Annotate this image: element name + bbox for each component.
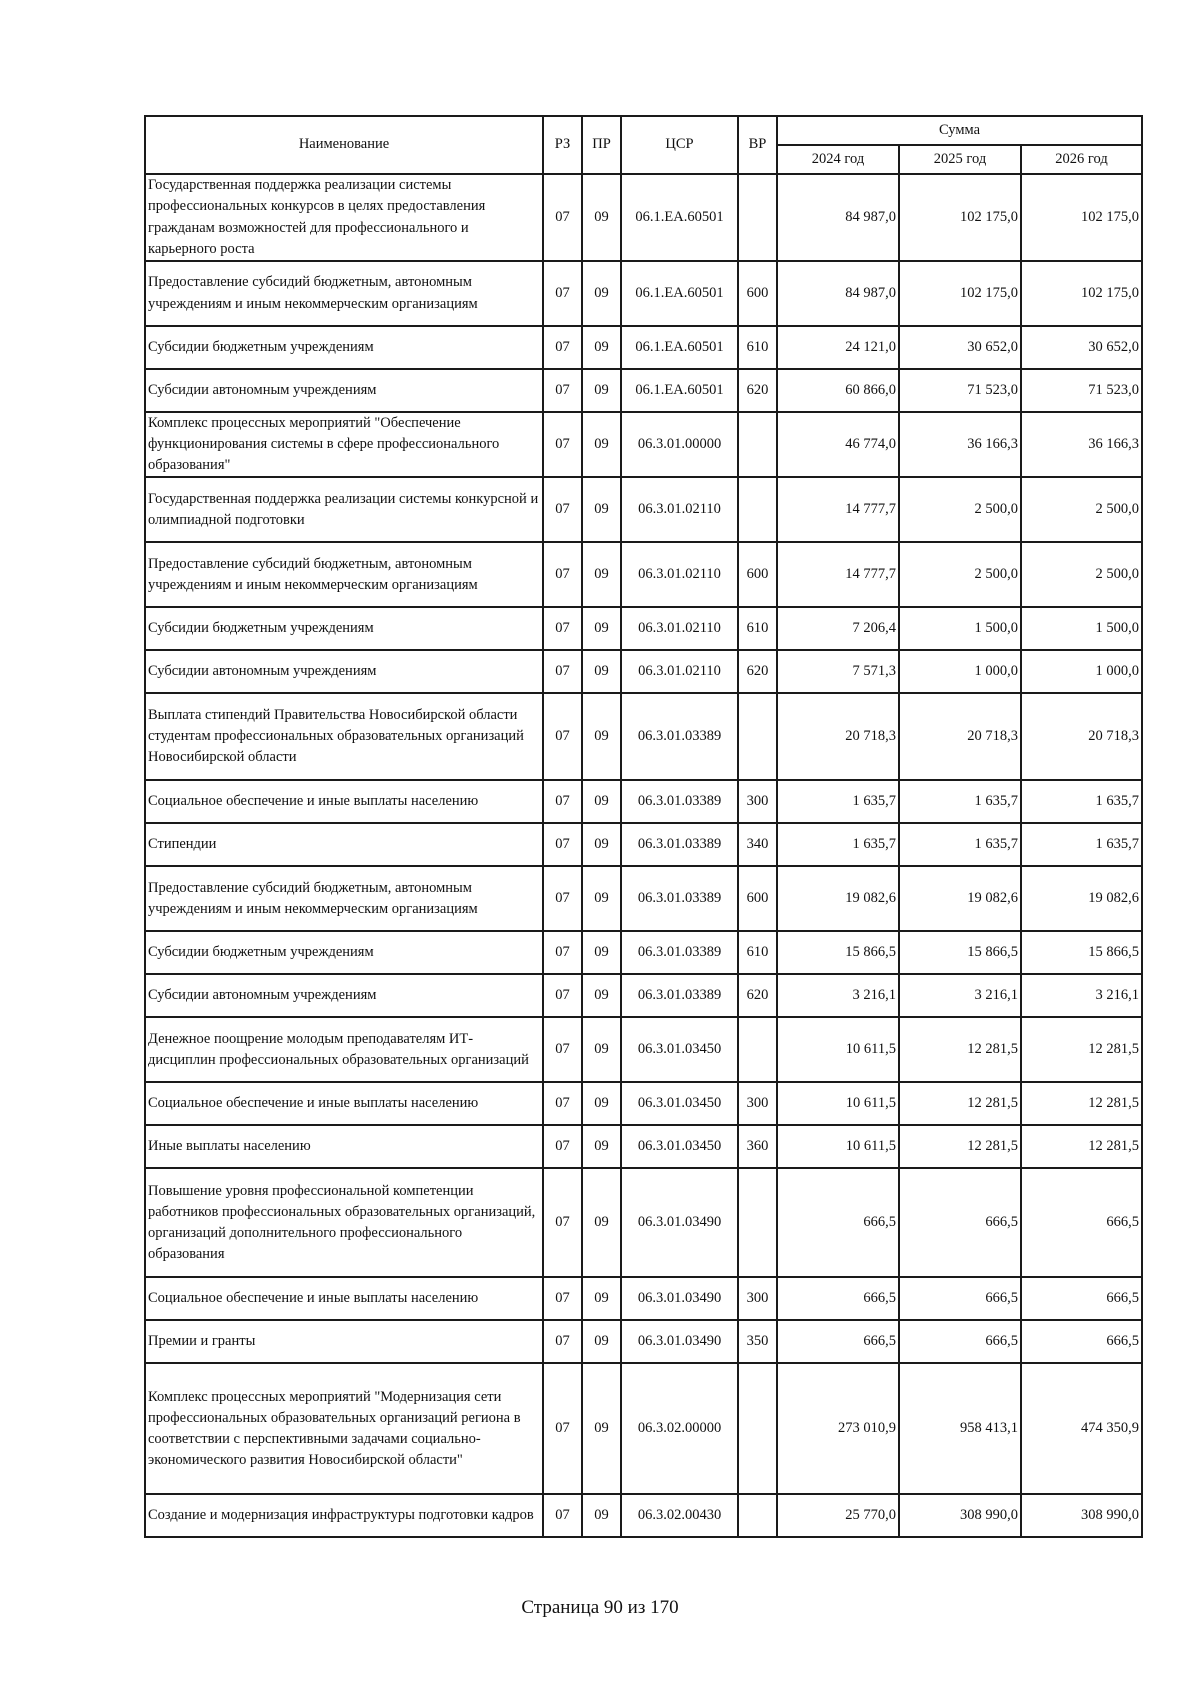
- row-rz: 07: [543, 1125, 582, 1168]
- row-name: Иные выплаты населению: [145, 1125, 543, 1168]
- row-sum-2026: 15 866,5: [1021, 931, 1142, 974]
- row-sum-2024: 46 774,0: [777, 412, 899, 477]
- row-sum-2026: 666,5: [1021, 1320, 1142, 1363]
- row-rz: 07: [543, 866, 582, 931]
- table-row: [145, 1320, 1142, 1363]
- row-name: Субсидии автономным учреждениям: [145, 369, 543, 412]
- table-row: [145, 1017, 1142, 1082]
- row-pr: 09: [582, 1320, 621, 1363]
- row-sum-2026: 30 652,0: [1021, 326, 1142, 369]
- row-vr: [738, 693, 777, 780]
- row-pr: 09: [582, 931, 621, 974]
- row-sum-2024: 666,5: [777, 1277, 899, 1320]
- row-csr: 06.3.01.03450: [621, 1125, 738, 1168]
- header-name: Наименование: [145, 116, 543, 174]
- row-name: Стипендии: [145, 823, 543, 866]
- row-sum-2024: 3 216,1: [777, 974, 899, 1017]
- row-name: Субсидии бюджетным учреждениям: [145, 931, 543, 974]
- row-sum-2026: 1 000,0: [1021, 650, 1142, 693]
- header-rz: РЗ: [543, 116, 582, 174]
- row-rz: 07: [543, 1017, 582, 1082]
- table-row: [145, 607, 1142, 650]
- row-rz: 07: [543, 1494, 582, 1537]
- row-sum-2025: 12 281,5: [899, 1082, 1021, 1125]
- row-rz: 07: [543, 693, 582, 780]
- row-sum-2024: 666,5: [777, 1320, 899, 1363]
- row-name: Субсидии автономным учреждениям: [145, 974, 543, 1017]
- row-vr: 600: [738, 542, 777, 607]
- row-sum-2025: 2 500,0: [899, 542, 1021, 607]
- row-pr: 09: [582, 174, 621, 261]
- row-rz: 07: [543, 542, 582, 607]
- row-vr: 610: [738, 607, 777, 650]
- row-rz: 07: [543, 607, 582, 650]
- row-sum-2025: 1 635,7: [899, 823, 1021, 866]
- row-sum-2025: 666,5: [899, 1320, 1021, 1363]
- table-row: [145, 931, 1142, 974]
- row-csr: 06.3.01.03389: [621, 693, 738, 780]
- header-csr: ЦСР: [621, 116, 738, 174]
- row-sum-2026: 20 718,3: [1021, 693, 1142, 780]
- row-rz: 07: [543, 326, 582, 369]
- row-csr: 06.1.ЕА.60501: [621, 174, 738, 261]
- row-pr: 09: [582, 823, 621, 866]
- row-sum-2025: 3 216,1: [899, 974, 1021, 1017]
- table-row: [145, 412, 1142, 477]
- table-row: [145, 1494, 1142, 1537]
- row-sum-2026: 71 523,0: [1021, 369, 1142, 412]
- row-sum-2026: 2 500,0: [1021, 542, 1142, 607]
- row-name: Комплекс процессных мероприятий "Модернизация сети профессиональных образовательных организаций региона в соответствии с перспективными задачами социально-экономического развития Новосибирской области": [145, 1363, 543, 1494]
- table-row: [145, 174, 1142, 261]
- row-rz: 07: [543, 1320, 582, 1363]
- row-name: Социальное обеспечение и иные выплаты населению: [145, 1082, 543, 1125]
- row-vr: [738, 477, 777, 542]
- row-vr: [738, 1168, 777, 1277]
- row-vr: 300: [738, 780, 777, 823]
- row-sum-2024: 20 718,3: [777, 693, 899, 780]
- row-sum-2024: 25 770,0: [777, 1494, 899, 1537]
- row-csr: 06.3.01.02110: [621, 477, 738, 542]
- row-pr: 09: [582, 607, 621, 650]
- row-sum-2025: 71 523,0: [899, 369, 1021, 412]
- row-sum-2024: 1 635,7: [777, 780, 899, 823]
- row-sum-2025: 20 718,3: [899, 693, 1021, 780]
- row-rz: 07: [543, 974, 582, 1017]
- row-sum-2025: 12 281,5: [899, 1017, 1021, 1082]
- row-pr: 09: [582, 261, 621, 326]
- row-rz: 07: [543, 1168, 582, 1277]
- row-csr: 06.3.02.00000: [621, 1363, 738, 1494]
- row-sum-2024: 273 010,9: [777, 1363, 899, 1494]
- row-sum-2026: 1 500,0: [1021, 607, 1142, 650]
- row-sum-2024: 1 635,7: [777, 823, 899, 866]
- row-sum-2024: 14 777,7: [777, 477, 899, 542]
- row-pr: 09: [582, 542, 621, 607]
- row-csr: 06.1.ЕА.60501: [621, 326, 738, 369]
- row-pr: 09: [582, 1168, 621, 1277]
- row-name: Премии и гранты: [145, 1320, 543, 1363]
- row-rz: 07: [543, 650, 582, 693]
- row-rz: 07: [543, 261, 582, 326]
- row-sum-2024: 15 866,5: [777, 931, 899, 974]
- row-sum-2024: 666,5: [777, 1168, 899, 1277]
- row-name: Социальное обеспечение и иные выплаты населению: [145, 1277, 543, 1320]
- row-name: Создание и модернизация инфраструктуры подготовки кадров: [145, 1494, 543, 1537]
- row-rz: 07: [543, 1363, 582, 1494]
- row-name: Социальное обеспечение и иные выплаты населению: [145, 780, 543, 823]
- row-vr: 620: [738, 369, 777, 412]
- row-pr: 09: [582, 780, 621, 823]
- row-sum-2026: 2 500,0: [1021, 477, 1142, 542]
- row-csr: 06.3.01.03389: [621, 866, 738, 931]
- row-pr: 09: [582, 412, 621, 477]
- row-rz: 07: [543, 780, 582, 823]
- table-row: [145, 1125, 1142, 1168]
- row-vr: 300: [738, 1082, 777, 1125]
- row-sum-2024: 24 121,0: [777, 326, 899, 369]
- row-name: Субсидии бюджетным учреждениям: [145, 607, 543, 650]
- row-sum-2025: 102 175,0: [899, 261, 1021, 326]
- header-pr: ПР: [582, 116, 621, 174]
- row-vr: 300: [738, 1277, 777, 1320]
- row-sum-2025: 666,5: [899, 1168, 1021, 1277]
- row-sum-2026: 474 350,9: [1021, 1363, 1142, 1494]
- row-sum-2026: 12 281,5: [1021, 1125, 1142, 1168]
- row-sum-2026: 1 635,7: [1021, 780, 1142, 823]
- row-sum-2026: 12 281,5: [1021, 1017, 1142, 1082]
- row-vr: 610: [738, 326, 777, 369]
- row-vr: [738, 412, 777, 477]
- row-csr: 06.1.ЕА.60501: [621, 261, 738, 326]
- table-row: [145, 261, 1142, 326]
- row-vr: [738, 174, 777, 261]
- row-vr: [738, 1017, 777, 1082]
- row-pr: 09: [582, 650, 621, 693]
- row-pr: 09: [582, 1125, 621, 1168]
- row-csr: 06.3.01.03490: [621, 1320, 738, 1363]
- row-rz: 07: [543, 412, 582, 477]
- row-rz: 07: [543, 1082, 582, 1125]
- row-vr: [738, 1494, 777, 1537]
- row-name: Комплекс процессных мероприятий "Обеспечение функционирования системы в сфере профессионального образования": [145, 412, 543, 477]
- row-name: Предоставление субсидий бюджетным, автономным учреждениям и иным некоммерческим организациям: [145, 866, 543, 931]
- row-sum-2024: 84 987,0: [777, 174, 899, 261]
- row-sum-2025: 1 000,0: [899, 650, 1021, 693]
- row-vr: 600: [738, 261, 777, 326]
- row-sum-2024: 10 611,5: [777, 1082, 899, 1125]
- row-name: Предоставление субсидий бюджетным, автономным учреждениям и иным некоммерческим организациям: [145, 542, 543, 607]
- row-vr: 620: [738, 650, 777, 693]
- row-csr: 06.3.01.03389: [621, 974, 738, 1017]
- row-rz: 07: [543, 931, 582, 974]
- row-sum-2025: 30 652,0: [899, 326, 1021, 369]
- row-sum-2026: 102 175,0: [1021, 261, 1142, 326]
- table-row: [145, 326, 1142, 369]
- row-pr: 09: [582, 326, 621, 369]
- row-sum-2024: 84 987,0: [777, 261, 899, 326]
- row-sum-2026: 36 166,3: [1021, 412, 1142, 477]
- row-pr: 09: [582, 1363, 621, 1494]
- table-row: [145, 1363, 1142, 1494]
- row-rz: 07: [543, 477, 582, 542]
- row-sum-2025: 15 866,5: [899, 931, 1021, 974]
- row-sum-2024: 7 206,4: [777, 607, 899, 650]
- row-sum-2024: 19 082,6: [777, 866, 899, 931]
- row-pr: 09: [582, 1494, 621, 1537]
- table-row: [145, 1168, 1142, 1277]
- row-sum-2025: 958 413,1: [899, 1363, 1021, 1494]
- row-rz: 07: [543, 1277, 582, 1320]
- table-row: [145, 780, 1142, 823]
- row-sum-2025: 2 500,0: [899, 477, 1021, 542]
- row-name: Денежное поощрение молодым преподавателям ИТ-дисциплин профессиональных образовательных организаций: [145, 1017, 543, 1082]
- row-sum-2025: 36 166,3: [899, 412, 1021, 477]
- row-vr: 600: [738, 866, 777, 931]
- row-sum-2025: 308 990,0: [899, 1494, 1021, 1537]
- table-header: [145, 116, 1142, 174]
- table-row: [145, 866, 1142, 931]
- row-name: Выплата стипендий Правительства Новосибирской области студентам профессиональных образовательных организаций Новосибирской области: [145, 693, 543, 780]
- row-vr: 610: [738, 931, 777, 974]
- header-year-2026: 2026 год: [1021, 145, 1142, 174]
- row-sum-2024: 10 611,5: [777, 1125, 899, 1168]
- row-sum-2026: 666,5: [1021, 1277, 1142, 1320]
- row-sum-2026: 12 281,5: [1021, 1082, 1142, 1125]
- row-sum-2025: 102 175,0: [899, 174, 1021, 261]
- row-pr: 09: [582, 1277, 621, 1320]
- row-csr: 06.3.01.03389: [621, 931, 738, 974]
- row-csr: 06.3.01.03490: [621, 1168, 738, 1277]
- table-row: [145, 693, 1142, 780]
- row-vr: 350: [738, 1320, 777, 1363]
- row-name: Субсидии бюджетным учреждениям: [145, 326, 543, 369]
- row-pr: 09: [582, 1017, 621, 1082]
- header-sum: Сумма: [777, 116, 1142, 145]
- row-pr: 09: [582, 974, 621, 1017]
- table-row: [145, 1082, 1142, 1125]
- row-vr: 620: [738, 974, 777, 1017]
- header-year-2025: 2025 год: [899, 145, 1021, 174]
- row-sum-2026: 1 635,7: [1021, 823, 1142, 866]
- row-vr: [738, 1363, 777, 1494]
- row-csr: 06.3.01.00000: [621, 412, 738, 477]
- row-sum-2024: 60 866,0: [777, 369, 899, 412]
- row-name: Государственная поддержка реализации системы конкурсной и олимпиадной подготовки: [145, 477, 543, 542]
- row-sum-2025: 19 082,6: [899, 866, 1021, 931]
- header-year-2024: 2024 год: [777, 145, 899, 174]
- row-csr: 06.1.ЕА.60501: [621, 369, 738, 412]
- budget-table: [144, 115, 1143, 1538]
- row-rz: 07: [543, 174, 582, 261]
- row-name: Повышение уровня профессиональной компетенции работников профессиональных образовательных организаций, организаций дополнительного профессионального образования: [145, 1168, 543, 1277]
- row-csr: 06.3.01.02110: [621, 650, 738, 693]
- table-row: [145, 1277, 1142, 1320]
- row-name: Государственная поддержка реализации системы профессиональных конкурсов в целях предоставления гражданам возможностей для профессионального и карьерного роста: [145, 174, 543, 261]
- row-rz: 07: [543, 823, 582, 866]
- table-row: [145, 823, 1142, 866]
- table-row: [145, 974, 1142, 1017]
- row-sum-2024: 7 571,3: [777, 650, 899, 693]
- row-sum-2026: 102 175,0: [1021, 174, 1142, 261]
- row-vr: 360: [738, 1125, 777, 1168]
- row-sum-2026: 308 990,0: [1021, 1494, 1142, 1537]
- row-pr: 09: [582, 693, 621, 780]
- row-pr: 09: [582, 369, 621, 412]
- row-sum-2026: 666,5: [1021, 1168, 1142, 1277]
- table-body: [145, 174, 1142, 1537]
- row-sum-2026: 3 216,1: [1021, 974, 1142, 1017]
- row-csr: 06.3.01.03450: [621, 1017, 738, 1082]
- row-sum-2025: 666,5: [899, 1277, 1021, 1320]
- row-csr: 06.3.01.02110: [621, 607, 738, 650]
- table-row: [145, 477, 1142, 542]
- row-csr: 06.3.01.03389: [621, 823, 738, 866]
- row-rz: 07: [543, 369, 582, 412]
- table-row: [145, 650, 1142, 693]
- header-vr: ВР: [738, 116, 777, 174]
- table-row: [145, 369, 1142, 412]
- row-csr: 06.3.01.03389: [621, 780, 738, 823]
- row-csr: 06.3.02.00430: [621, 1494, 738, 1537]
- row-sum-2024: 14 777,7: [777, 542, 899, 607]
- row-sum-2025: 1 635,7: [899, 780, 1021, 823]
- row-name: Субсидии автономным учреждениям: [145, 650, 543, 693]
- row-csr: 06.3.01.03450: [621, 1082, 738, 1125]
- row-pr: 09: [582, 477, 621, 542]
- row-sum-2026: 19 082,6: [1021, 866, 1142, 931]
- row-name: Предоставление субсидий бюджетным, автономным учреждениям и иным некоммерческим организациям: [145, 261, 543, 326]
- row-pr: 09: [582, 1082, 621, 1125]
- row-vr: 340: [738, 823, 777, 866]
- row-sum-2024: 10 611,5: [777, 1017, 899, 1082]
- row-sum-2025: 12 281,5: [899, 1125, 1021, 1168]
- row-csr: 06.3.01.03490: [621, 1277, 738, 1320]
- page-number: Страница 90 из 170: [521, 1597, 679, 1618]
- row-csr: 06.3.01.02110: [621, 542, 738, 607]
- table-row: [145, 542, 1142, 607]
- row-pr: 09: [582, 866, 621, 931]
- row-sum-2025: 1 500,0: [899, 607, 1021, 650]
